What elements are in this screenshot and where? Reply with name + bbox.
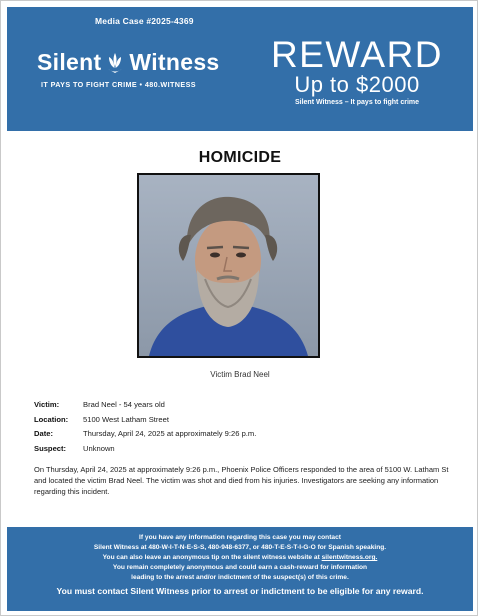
- lotus-icon: [105, 51, 125, 75]
- contact-line: If you have any information regarding this case you may contact: [139, 534, 341, 541]
- detail-row-suspect: [34, 442, 454, 457]
- photo-caption: Victim Brad Neel: [210, 370, 270, 379]
- detail-label: Date:: [34, 429, 53, 438]
- detail-row-victim: [34, 398, 454, 413]
- brand-tagline: IT PAYS TO FIGHT CRIME • 480.WITNESS: [41, 80, 196, 89]
- website-link[interactable]: silentwitness.org.: [321, 554, 378, 561]
- mugshot-photo: [137, 173, 320, 358]
- flyer-footer: [7, 527, 473, 611]
- reward-note: Silent Witness – It pays to fight crime: [294, 99, 420, 106]
- detail-value: Thursday, April 24, 2025 at approximately 9:26 p.m.: [83, 429, 257, 438]
- detail-label: Location:: [34, 414, 69, 424]
- detail-row-location: [34, 413, 454, 428]
- detail-row-date: [34, 427, 454, 442]
- detail-label: Victim:: [34, 400, 60, 409]
- anonymity-line: You remain completely anonymous and could earn a cash-reward for information: [112, 564, 368, 571]
- brand-name: [37, 49, 257, 76]
- detail-value: Brad Neel - 54 years old: [83, 400, 165, 409]
- detail-value: Unknown: [83, 443, 115, 453]
- flyer-header: [7, 7, 473, 131]
- detail-value: 5100 West Latham Street: [83, 414, 169, 424]
- brand-name-left: Silent: [37, 49, 102, 75]
- case-details: [34, 398, 454, 456]
- media-case-number: Media Case #2025-4369: [95, 16, 194, 26]
- eligibility-notice: You must contact Silent Witness prior to arrest or indictment to be eligible for any reward.: [56, 586, 424, 596]
- reward-title: REWARD: [270, 34, 444, 75]
- website-line-text: You can also leave an anonymous tip on the silent witness website at: [102, 554, 322, 561]
- website-line: [7, 553, 473, 563]
- silent-witness-logo: [37, 49, 257, 89]
- reward-block: [267, 34, 447, 106]
- case-narrative: On Thursday, April 24, 2025 at approximately 9:26 p.m., Phoenix Police Officers responded to the area of 5100 W. Latham St and located the victim Brad Neel. The victim was shot and died from his injuries. Investigators are seeking any information regarding this incident.: [34, 465, 449, 496]
- contact-phone-line: Silent Witness at 480-W-I-T-N-E-S-S, 480-948-6377, or 480-T-E-S-T-I-G-O for Spanish speaking.: [93, 544, 387, 551]
- crime-type-heading: HOMICIDE: [198, 149, 282, 166]
- detail-label: Suspect:: [34, 443, 67, 453]
- reward-amount: Up to $2000: [294, 72, 420, 97]
- brand-name-right: Witness: [129, 49, 220, 75]
- contact-info: [7, 527, 473, 583]
- anonymity-line-2: leading to the arrest and/or indictment of the suspect(s) of this crime.: [131, 574, 349, 581]
